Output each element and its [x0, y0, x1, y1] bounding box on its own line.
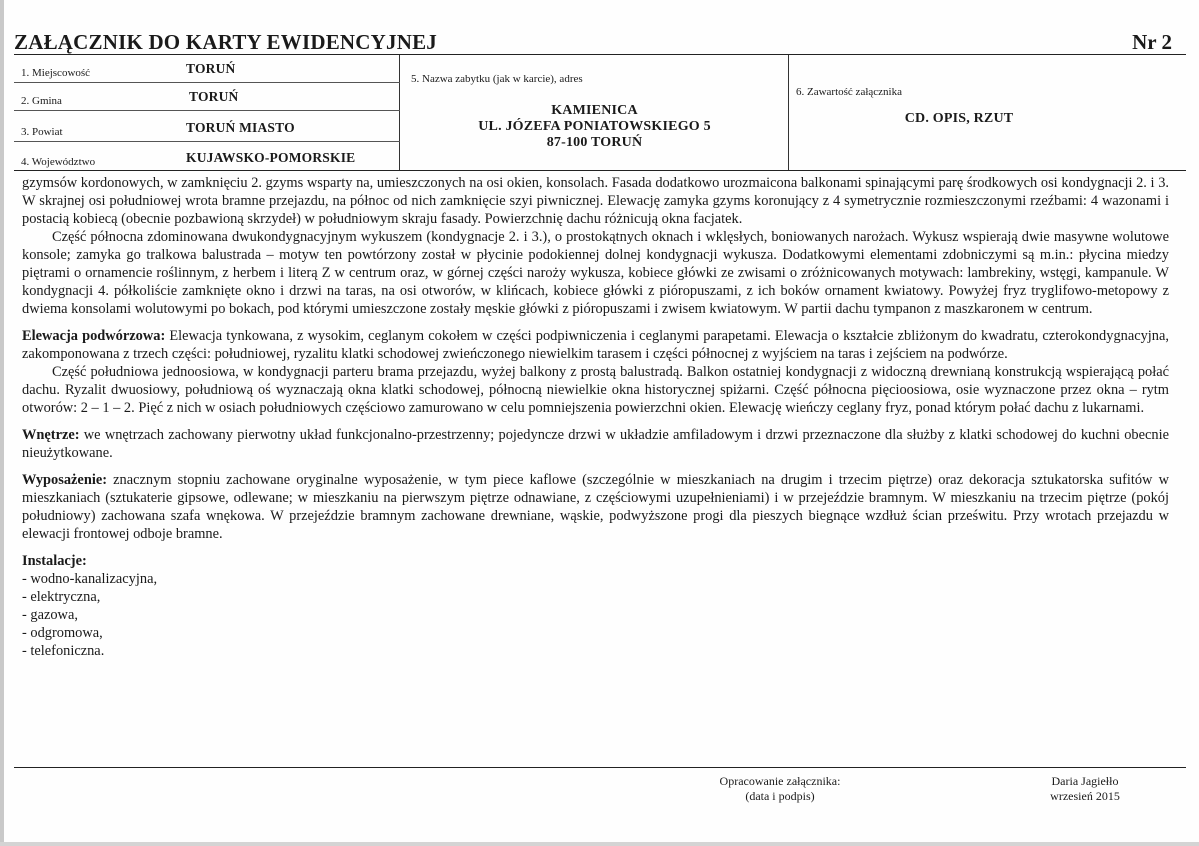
field-value: TORUŃ — [189, 89, 239, 104]
prepared-date: wrzesień 2015 — [1050, 789, 1120, 803]
section-heading: Elewacja podwórzowa: — [22, 328, 166, 344]
form-title: ZAŁĄCZNIK DO KARTY EWIDENCYJNEJ — [14, 30, 437, 54]
list-item: - elektryczna, — [22, 589, 101, 605]
list-item: - odgromowa, — [22, 625, 103, 641]
footer-divider — [14, 767, 1186, 768]
field-label: 6. Zawartość załącznika — [796, 86, 902, 98]
field-label: 4. Województwo — [21, 156, 96, 168]
paragraph-facade-cont: gzymsów kordonowych, w zamknięciu 2. gzyms wsparty na, umieszczonych na osi okien, konsolach. Fasada dodatkowo urozmaicona balkonami spinającymi parę środkowych osi kondygnacji 2. i 3. W skrajnej osi południowej wrota bramne przejazdu, na północ od nich zamknięcie szyi piwnicznej. Elewację zamyka gzyms koronujący z 4 symetrycznie rozmieszczonymi rzeźbami: 4 wazonami i postacią kobiecą (obecnie pozbawioną skrzydeł) w południowym skraju fasady. Powierzchnię dachu różnicują okna facjatek. — [22, 175, 1169, 227]
attachment-number: Nr 2 — [1132, 30, 1172, 54]
author-name: Daria Jagiełło — [1051, 774, 1119, 788]
field-label: 2. Gmina — [21, 95, 62, 107]
form-header — [14, 30, 1186, 54]
form-fields-grid — [14, 54, 1186, 171]
section-heading: Wnętrze: — [22, 427, 80, 443]
street-address: UL. JÓZEFA PONIATOWSKIEGO 5 — [478, 119, 711, 134]
author-signature — [1035, 774, 1135, 804]
field-miejscowosc — [14, 55, 400, 83]
paragraph-north-part: Część północna zdominowana dwukondygnacyjnym wykuszem (kondygnacje 2. i 3.), o prostokątnych oknach i wklęsłych, boniowanych narożach. Wykusz wspierają dwie masywne wolutowe konsole; zamyka go tralkowa balustrada – motyw ten powtórzony został w płycinie podokiennej dolnej kondygnacji wykusza. Dodatkowymi elementami zdobniczymi są m.in.: płycina miedzy piętrami o ornamencie roślinnym, z herbem i literą Z w centrum oraz, w górnej części naroży wykusza, kobiece główki ze zwisami o zróżnicowanych motywach: lambrekiny, wstęgi, kampanule. W kondygnacji 4. półkoliście zamknięte okno i drzwi na taras, na osi otworów, w klińcach, kobiece główki z pióropuszami, z ich boków ornament kwiatowy. Powyżej fryz tryglifowo-metopowy z dwiema konsolami wolutowymi po bokach, pod którymi umieszczone zostały męskie główki z pióropuszami i zwisem kwiatowym. W partii dachu tympanon z maszkaronem w centrum. — [22, 229, 1169, 317]
paragraph-interior — [22, 426, 1169, 462]
field-label: 5. Nazwa zabytku (jak w karcie), adres — [411, 73, 583, 85]
section-heading: Instalacje: — [22, 553, 87, 569]
paragraph-courtyard-elevation — [22, 327, 1169, 363]
description-body — [22, 174, 1169, 660]
postal-city: 87-100 TORUŃ — [546, 135, 643, 150]
field-powiat — [14, 111, 400, 142]
field-gmina — [14, 83, 400, 111]
location-column — [14, 55, 400, 170]
field-label: 3. Powiat — [21, 126, 63, 138]
date-signature-hint: (data i podpis) — [745, 789, 815, 803]
field-value: TORUŃ MIASTO — [186, 120, 295, 135]
installations-heading — [22, 552, 1169, 570]
monument-address — [400, 103, 789, 151]
paragraph-south-part: Część południowa jednoosiowa, w kondygnacji parteru brama przejazdu, wyżej balkony z prostą balustradą. Balkon ostatniej kondygnacji z widoczną drewnianą konstrukcją wspierającą połać dachu. Ryzalit dwuosiowy, południową oś wyznaczają okna klatki schodowej, północną niewielkie okna historycznej spiżarni. Część północna pięcioosiowa, osie wyznaczone przez okna – rytm otworów: 2 – 1 – 2. Pięć z nich w osiach południowych częściowo zamurowano w celu pomniejszenia powierzchni okien. Elewację wieńczy ceglany fryz, ponad którym połać dachu z lukarnami. — [22, 364, 1169, 416]
section-text: Elewacja tynkowana, z wysokim, ceglanym cokołem w części podpiwniczenia i ceglanymi parapetami. Elewacja o kształcie zbliżonym do kwadratu, czterokondygnacyjna, zakomponowana z trzech części: południowej, ryzalitu klatki schodowej zwieńczonego niewielkim tarasem i części północnej z wyjściem na taras i zejściem na podwórze. — [22, 328, 1169, 362]
prepared-by-label — [700, 774, 860, 804]
section-heading: Wyposażenie: — [22, 472, 108, 488]
list-item: - telefoniczna. — [22, 643, 105, 659]
scan-bottom-edge — [0, 842, 1199, 846]
field-value: TORUŃ — [186, 61, 236, 76]
field-label: 1. Miejscowość — [21, 67, 91, 79]
monument-name-column — [400, 55, 789, 170]
list-item: - wodno-kanalizacyjna, — [22, 571, 158, 587]
section-text: we wnętrzach zachowany pierwotny układ funkcjonalno-przestrzenny; pojedyncze drzwi w układzie amfiladowym i drzwi przeznaczone dla służby z klatki schodowej do kuchni obecnie nieużytkowane. — [22, 427, 1169, 461]
attachment-content-column — [789, 55, 1186, 170]
field-wojewodztwo — [14, 142, 400, 171]
section-text: znacznym stopniu zachowane oryginalne wyposażenie, w tym piece kaflowe (szczególnie w mieszkaniach na drugim i trzecim piętrze) oraz dekoracja sztukatorska sufitów w mieszkaniach (sztukaterie gipsowe, odlewane; w mieszkaniu na pierwszym piętrze odnawiane, z częściowymi uzupełnieniami) i w przejeździe bramnym. W mieszkaniu na trzecim piętrze (pokój południowy) zachowana szafa wnękowa. W przejeździe bramnym zachowane drewniane, wąskie, podwyższone progi dla pieszych biegnące wzdłuż ścian prześwitu. Przy wrotach przejazdu w elewacji frontowej odboje bramne. — [22, 472, 1169, 542]
field-value: CD. OPIS, RZUT — [904, 111, 1014, 126]
paragraph-furnishings — [22, 471, 1169, 543]
prepared-by-text: Opracowanie załącznika: — [719, 774, 841, 788]
field-value: KUJAWSKO-POMORSKIE — [186, 150, 356, 165]
scan-left-edge — [0, 0, 4, 846]
list-item: - gazowa, — [22, 607, 78, 623]
monument-name: KAMIENICA — [551, 103, 638, 118]
